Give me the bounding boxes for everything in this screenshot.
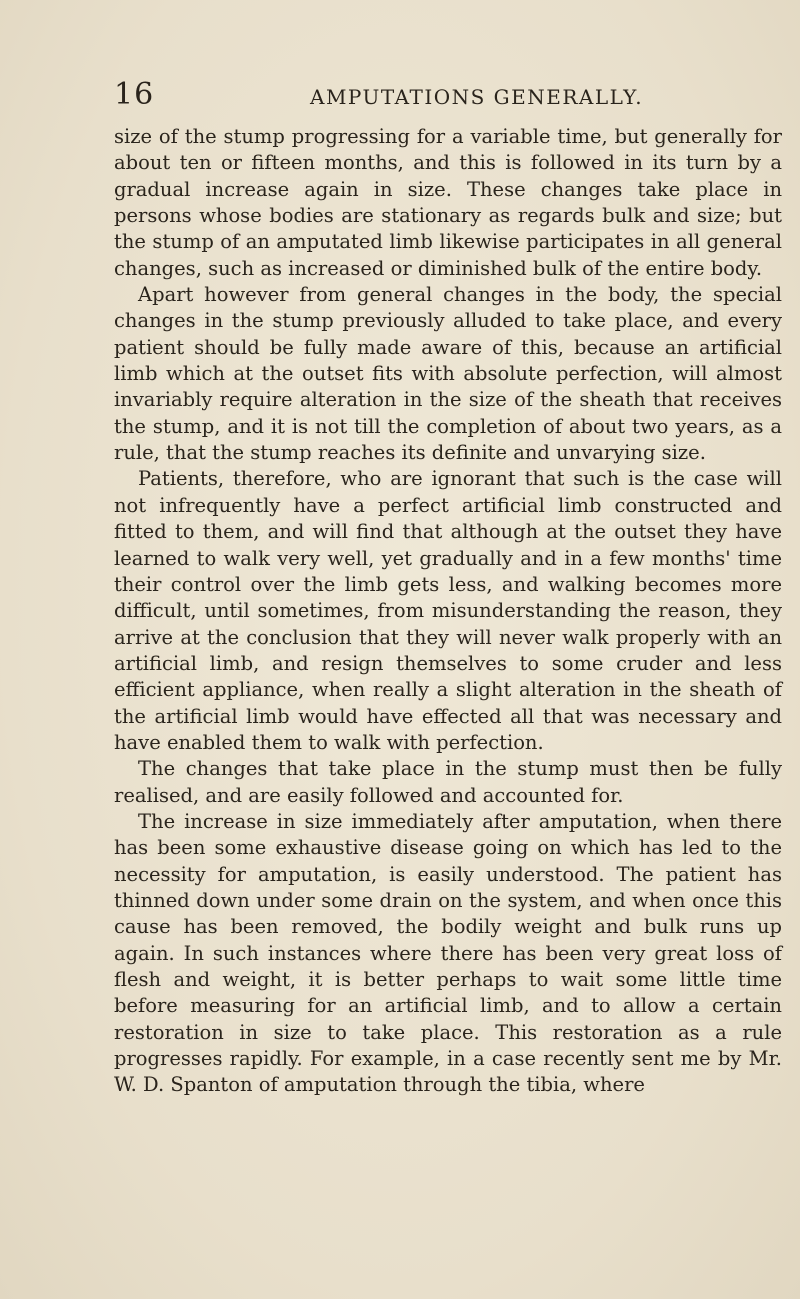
body-text xyxy=(114,124,782,1099)
paragraph: Patients, therefore, who are ignorant that such is the case will not infrequently have a perfect artificial limb constructed and fitted to them, and will find that although at the outset they have learned to walk very well, yet gradually and in a few months' time their control over the limb gets less, and walking becomes more difficult, until sometimes, from misunderstanding the reason, they arrive at the conclusion that they will never walk properly with an artificial limb, and resign themselves to some cruder and less efficient appliance, when really a slight alteration in the sheath of the artificial limb would have effected all that was necessary and have enabled them to walk with perfection. xyxy=(114,467,782,754)
running-head: AMPUTATIONS GENERALLY. xyxy=(310,85,644,109)
paragraph: The increase in size immediately after amputation, when there has been some exhaustive disease going on which has led to the necessity for amputation, is easily understood. The patient has thinned down under some drain on the system, and when once this cause has been removed, the bodily weight and bulk runs up again. In such instances where there has been very great loss of flesh and weight, it is better perhaps to wait some little time before measuring for an artificial limb, and to allow a certain restoration in size to take place. This restoration as a rule progresses rapidly. For example, in a case recently sent me by Mr. W. D. Spanton of amputation through the tibia, where xyxy=(114,809,782,1097)
paragraph: The changes that take place in the stump must then be fully realised, and are easily followed and accounted for. xyxy=(114,757,782,807)
page-number: 16 xyxy=(114,77,155,112)
page-header xyxy=(114,77,782,114)
paragraph: Apart however from general changes in the body, the special changes in the stump previously alluded to take place, and every patient should be fully made aware of this, because an artificial limb which at the outset fits with absolute perfection, will almost invariably require alteration in the size of the sheath that receives the stump, and it is not till the completion of about two years, as a rule, that the stump reaches its definite and unvarying size. xyxy=(114,283,782,465)
paragraph-continued: size of the stump progressing for a variable time, but generally for about ten or fifteen months, and this is followed in its turn by a gradual increase again in size. These changes take place in persons whose bodies are stationary as regards bulk and size; but the stump of an amputated limb likewise participates in all general changes, such as increased or diminished bulk of the entire body. xyxy=(114,125,782,280)
